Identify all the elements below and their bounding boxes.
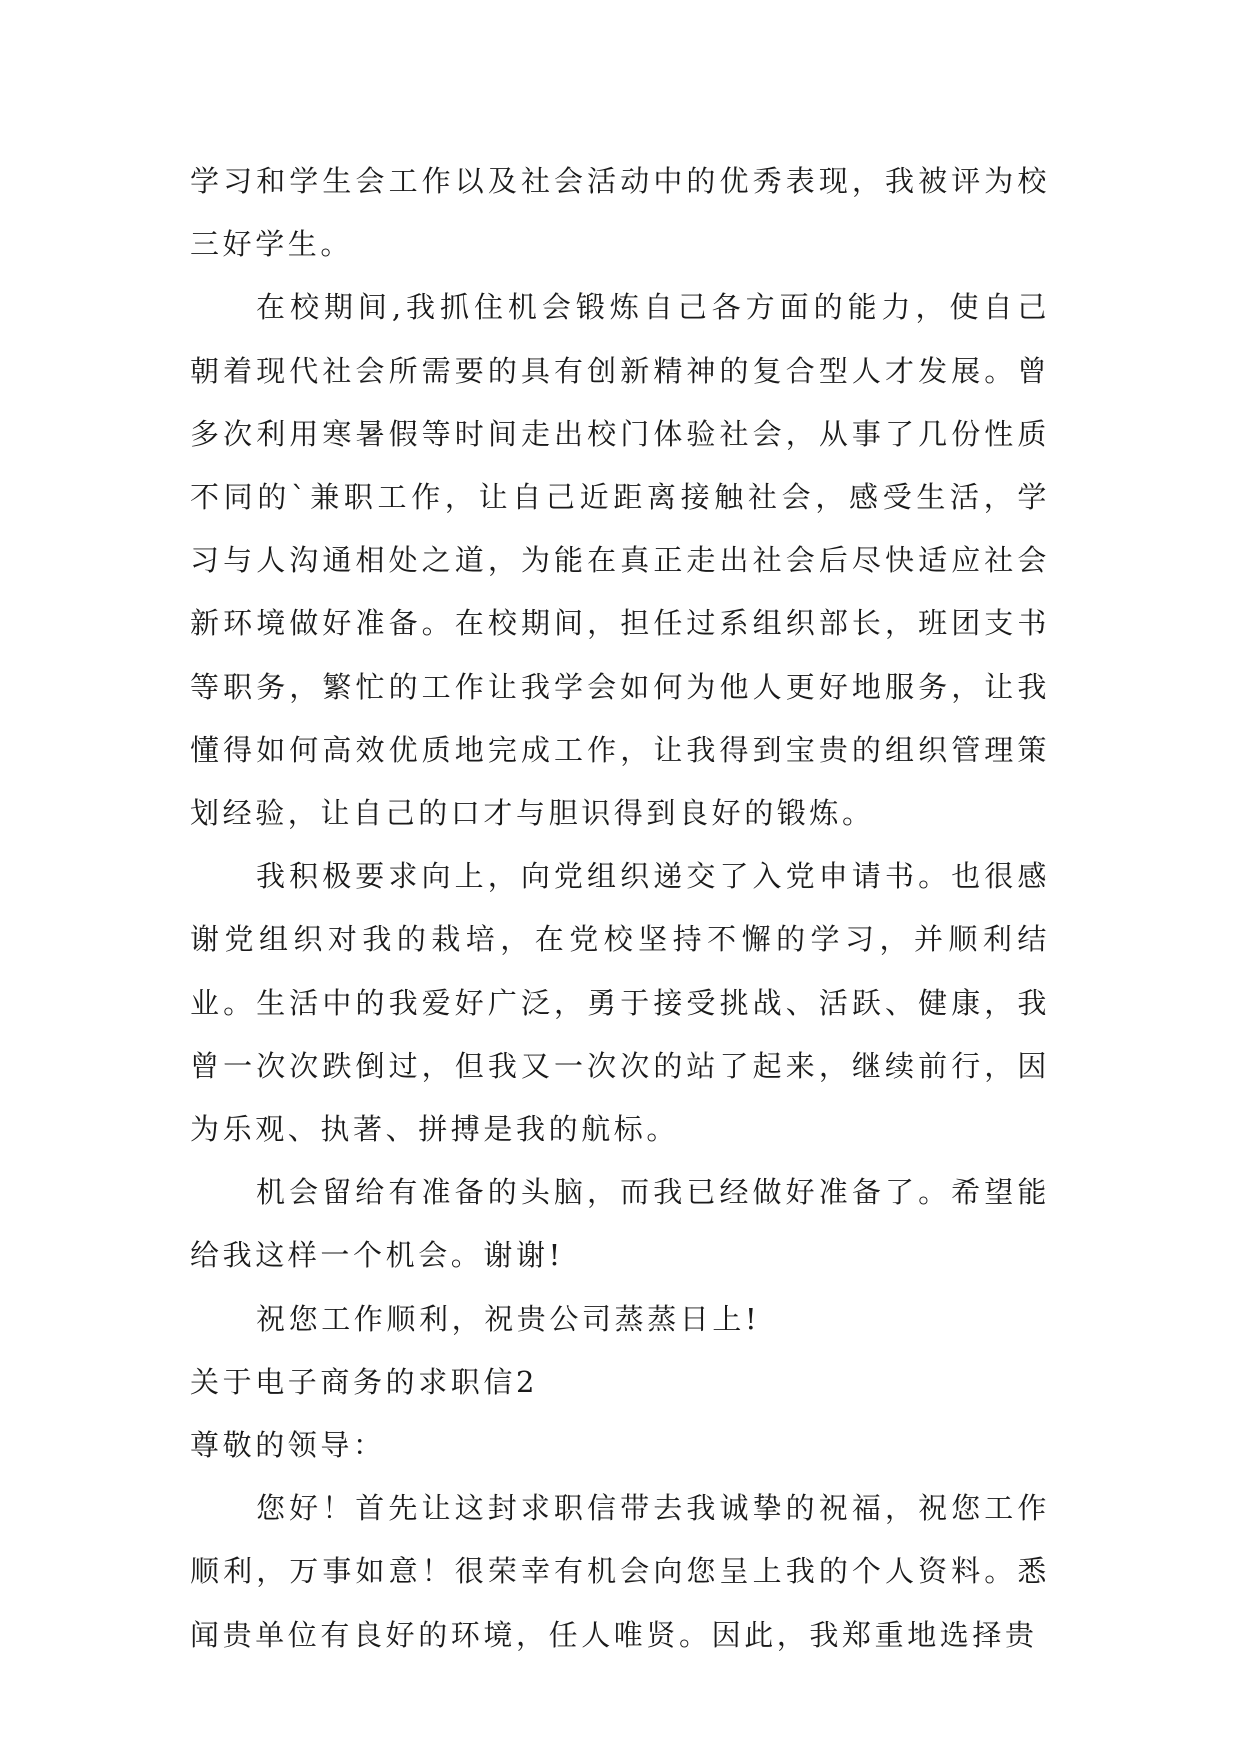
- paragraph-request-opportunity: 机会留给有准备的头脑，而我已经做好准备了。希望能给我这样一个机会。谢谢!: [190, 1175, 1050, 1273]
- section-title: 关于电子商务的求职信2: [190, 1364, 539, 1399]
- paragraph-honors-continued: 学习和学生会工作以及社会活动中的优秀表现，我被评为校三好学生。: [190, 164, 1050, 262]
- paragraph-opening-greeting: 您好！首先让这封求职信带去我诚挚的祝福，祝您工作顺利，万事如意！很荣幸有机会向您呈上我的个人资料。悉闻贵单位有良好的环境，任人唯贤。因此，我郑重地选择贵: [190, 1491, 1050, 1652]
- paragraph-campus-experience: 在校期间,我抓住机会锻炼自己各方面的能力，使自己朝着现代社会所需要的具有创新精神的复合型人才发展。曾多次利用寒暑假等时间走出校门体验社会，从事了几份性质不同的`兼职工作，让自己近距离接触社会，感受生活，学习与人沟通相处之道，为能在真正走出社会后尽快适应社会新环境做好准备。在校期间，担任过系组织部长，班团支书等职务，繁忙的工作让我学会如何为他人更好地服务，让我懂得如何高效优质地完成工作，让我得到宝贵的组织管理策划经验，让自己的口才与胆识得到良好的锻炼。: [190, 290, 1050, 831]
- document-body: [190, 150, 1050, 1667]
- salutation: 尊敬的领导：: [190, 1428, 386, 1463]
- paragraph-closing-wish: 祝您工作顺利，祝贵公司蒸蒸日上!: [256, 1301, 761, 1336]
- paragraph-party-and-life: 我积极要求向上，向党组织递交了入党申请书。也很感谢党组织对我的栽培，在党校坚持不懈的学习，并顺利结业。生活中的我爱好广泛，勇于接受挑战、活跃、健康，我曾一次次跌倒过，但我又一次次的站了起来，继续前行，因为乐观、执著、拼搏是我的航标。: [190, 859, 1050, 1147]
